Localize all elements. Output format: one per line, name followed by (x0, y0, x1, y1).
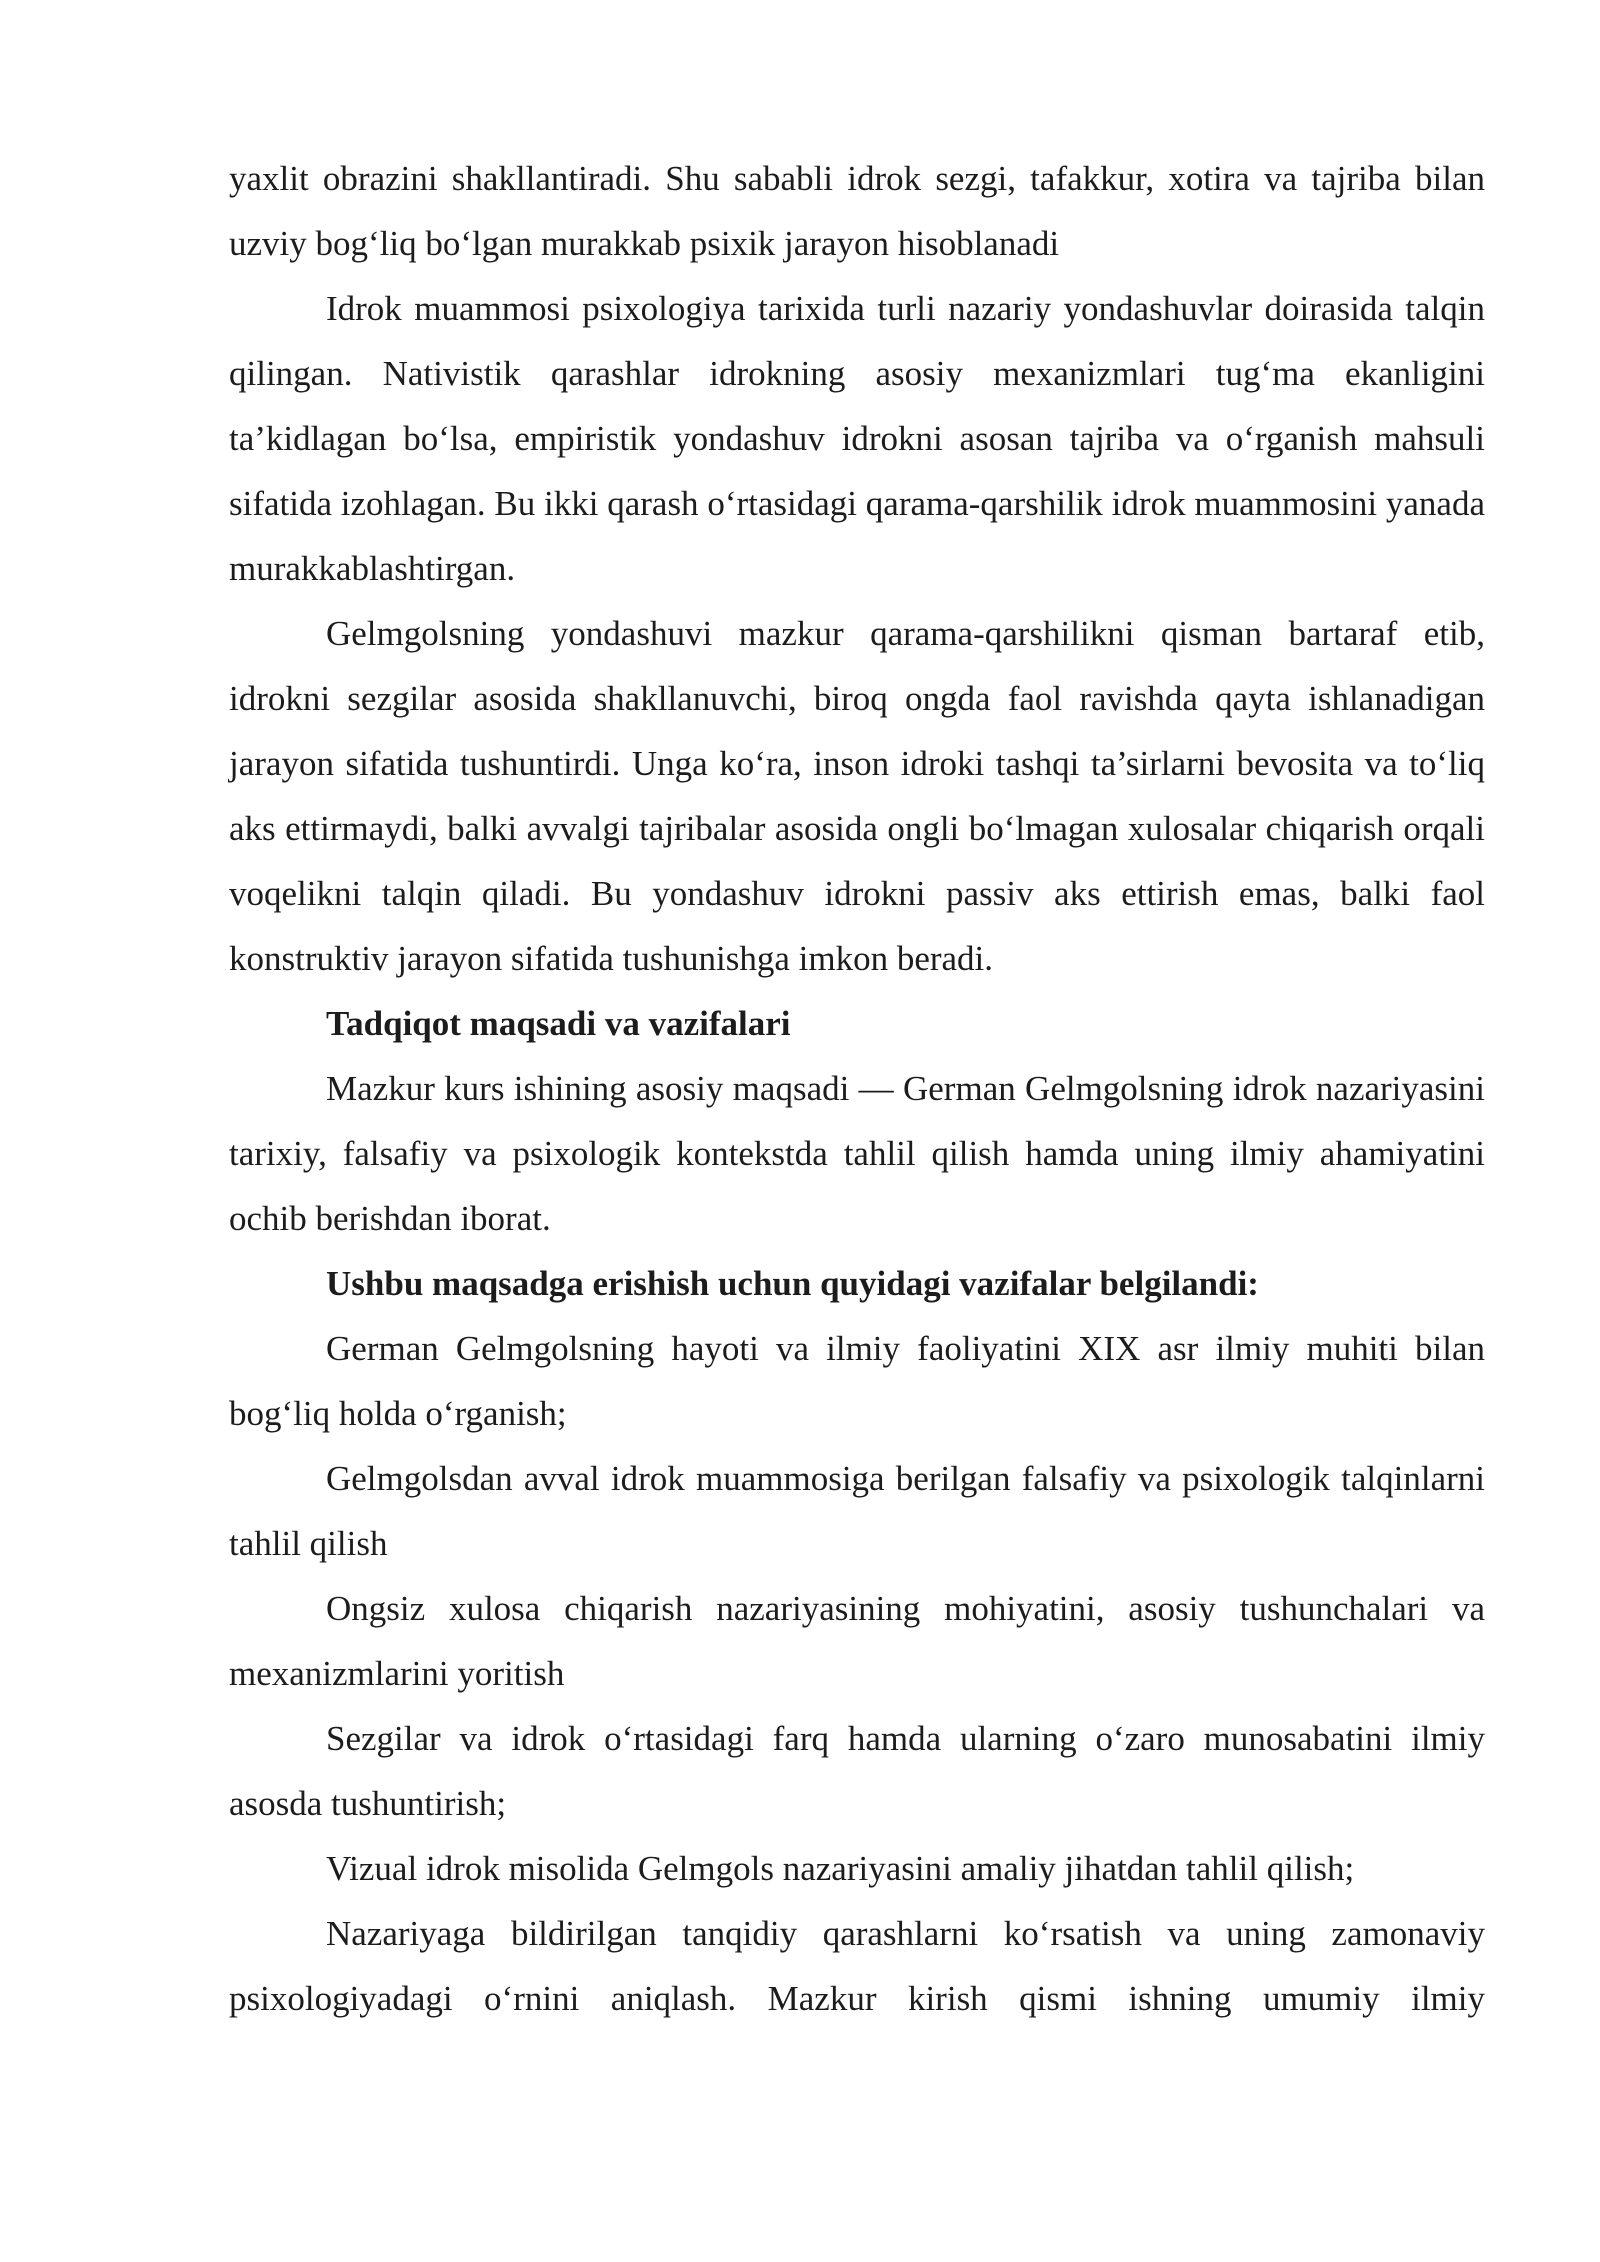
task-item-2: Gelmgolsdan avval idrok muammosiga berilgan falsafiy va psixologik talqinlarni tahlil qilish (229, 1459, 1485, 1563)
task-item-5: Vizual idrok misolida Gelmgols nazariyasini amaliy jihatdan tahlil qilish; (326, 1849, 1355, 1888)
task-item-6: Nazariyaga bildirilgan tanqidiy qarashlarni ko‘rsatish va uning zamonaviy psixologiyadagi o‘rnini aniqlash. Mazkur kirish qismi ishning umumiy ilmiy (229, 1914, 1485, 2018)
paragraph-asosiy-maqsad: Mazkur kurs ishining asosiy maqsadi — German Gelmgolsning idrok nazariyasini tarixiy, falsafiy va psixologik kontekstda tahlil qilish hamda uning ilmiy ahamiyatini ochib berishdan iborat. (229, 1069, 1485, 1238)
task-item-4: Sezgilar va idrok o‘rtasidagi farq hamda ularning o‘zaro munosabatini ilmiy asosda tushuntirish; (229, 1719, 1485, 1823)
section-heading-maqsad: Tadqiqot maqsadi va vazifalari (326, 1004, 791, 1043)
paragraph-continuation: yaxlit obrazini shakllantiradi. Shu sababli idrok sezgi, tafakkur, xotira va tajriba bilan uzviy bog‘liq bo‘lgan murakkab psixik jarayon hisoblanadi (229, 159, 1485, 263)
task-item-1: German Gelmgolsning hayoti va ilmiy faoliyatini XIX asr ilmiy muhiti bilan bog‘liq holda o‘rganish; (229, 1329, 1485, 1433)
section-heading-vazifalar: Ushbu maqsadga erishish uchun quyidagi vazifalar belgilandi: (326, 1264, 1259, 1303)
document-page (229, 146, 1485, 2031)
task-item-3: Ongsiz xulosa chiqarish nazariyasining mohiyatini, asosiy tushunchalari va mexanizmlarini yoritish (229, 1589, 1485, 1693)
paragraph-gelmgols-yondashuvi: Gelmgolsning yondashuvi mazkur qarama-qarshilikni qisman bartaraf etib, idrokni sezgilar asosida shakllanuvchi, biroq ongda faol ravishda qayta ishlanadigan jarayon sifatida tushuntirdi. Unga ko‘ra, inson idroki tashqi ta’sirlarni bevosita va to‘liq aks ettirmaydi, balki avvalgi tajribalar asosida ongli bo‘lmagan xulosalar chiqarish orqali voqelikni talqin qiladi. Bu yondashuv idrokni passiv aks ettirish emas, balki faol konstruktiv jarayon sifatida tushunishga imkon beradi. (229, 614, 1485, 978)
paragraph-idrok-muammosi: Idrok muammosi psixologiya tarixida turli nazariy yondashuvlar doirasida talqin qilingan. Nativistik qarashlar idrokning asosiy mexanizmlari tug‘ma ekanligini ta’kidlagan bo‘lsa, empiristik yondashuv idrokni asosan tajriba va o‘rganish mahsuli sifatida izohlagan. Bu ikki qarash o‘rtasidagi qarama-qarshilik idrok muammosini yanada murakkablashtirgan. (229, 289, 1485, 588)
